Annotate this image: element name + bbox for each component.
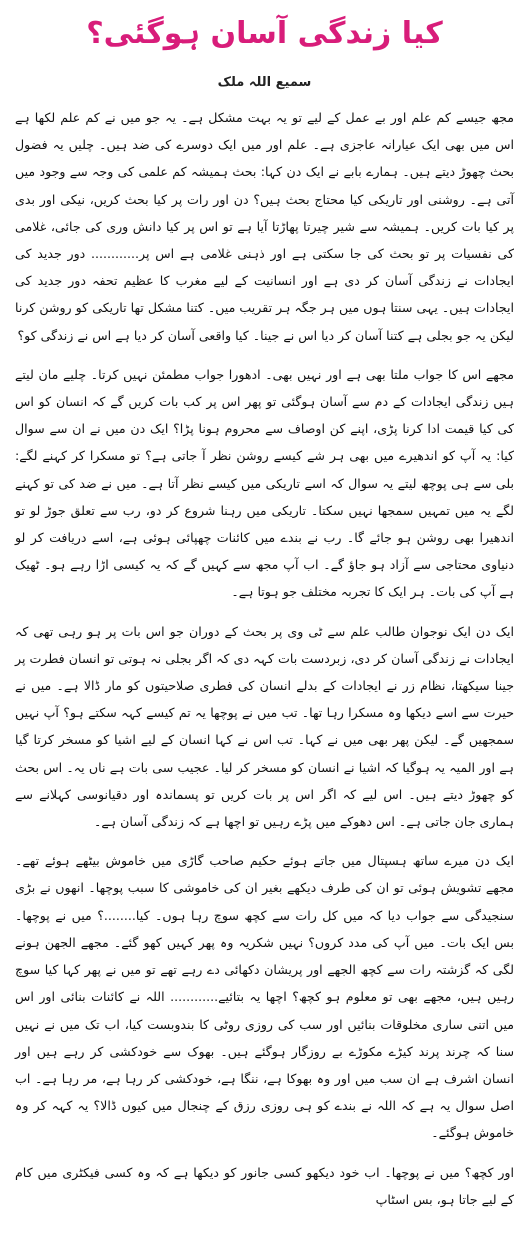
article-title: کیا زندگی آسان ہوگئی؟ xyxy=(86,16,443,51)
author-byline: سمیع اللہ ملک xyxy=(217,75,312,90)
article-paragraph: ایک دن میرے ساتھ ہسپتال میں جاتے ہوئے حکیم صاحب گاڑی میں خاموش بیٹھے ہوئے تھے۔ مجھے تشویش ہوئی تو ان کی طرف دیکھے بغیر ان کی خاموشی کا سبب پوچھا۔ انھوں نے بڑی سنجیدگی سے جواب دیا کہ میں کل رات سے کچھ سوچ رہا ہوں۔ کیا........؟ میں نے پوچھا۔ بس ایک بات۔ میں آپ کی مدد کروں؟ نہیں شکریہ وہ پھر کہیں کھو گئے۔ مجھے الجھن ہونے لگی کہ گزشتہ رات سے کچھ الجھے اور پریشان دکھائی دے رہے تھے تو میں نے پھر کہا کیا سوچ رہیں ہیں، مجھے بھی تو معلوم ہو کچھ؟ اچھا یہ بتائیے............ اللہ نے کائنات بنائی اور اس میں اتنی ساری مخلوقات بنائیں اور سب کی روزی روٹی کا بندوبست کیا، اب تک میں نے نہیں سنا کہ چرند پرند کیڑے مکوڑے بے روزگار ہوگئے ہیں۔ بھوک سے خودکشی کر رہے ہیں اور انسان اشرف ہے ان سب میں اور وہ بھوکا ہے، ننگا ہے، خودکشی کر رہا ہے، مر رہا ہے۔ اب اصل سوال یہ ہے کہ اللہ نے بندے کو ہی روزی رزق کے چنجال میں کیوں ڈالا؟ یہ کہہ کر وہ خاموش ہوگئے۔ xyxy=(15,853,514,1141)
article-body xyxy=(15,104,514,1213)
article-paragraph: ایک دن ایک نوجوان طالب علم سے ٹی وی پر بحث کے دوران جو اس بات پر ہو رہی تھی کہ ایجادات نے زندگی آسان کر دی، زبردست بات کہہ دی کہ اگر بجلی نہ ہوتی تو انسان فطرت پر جینا سیکھتا، نظام زر نے ایجادات کے بدلے انسان کی فطری صلاحیتوں کو مار ڈالا ہے۔ میں نے حیرت سے اسے دیکھا وہ مسکرا رہا تھا۔ تب میں نے پوچھا یہ تم کیسے کہہ سکتے ہو؟ آپ نہیں سمجھیں گے۔ لیکن پھر بھی میں نے کہا۔ تب اس نے کہا انسان کے لیے اشیا کو مسخر کرتا گیا ہے اور المیہ یہ ہوگیا کہ اشیا نے انسان کو مسخر کر لیا۔ عجیب سی بات ہے ناں یہ۔ اس بحث کو چھوڑ دیتے ہیں۔ اس لیے کہ اگر اس پر بات کریں تو پسماندہ اور دقیانوسی کہلانے سے ہماری جان جاتی ہے۔ اس دھوکے میں پڑے رہیں تو اچھا ہے کہ زندگی آسان ہے۔ xyxy=(15,623,514,830)
article-paragraph: مجھے اس کا جواب ملتا بھی ہے اور نہیں بھی۔ ادھورا جواب مطمئن نہیں کرتا۔ چلیے مان لیتے ہیں زندگی ایجادات کے دم سے آسان ہوگئی تو پھر اس پر کب بات کریں گے کہ انسان کو اس کی کیا قیمت ادا کرنا پڑی، اپنے کن اوصاف سے محروم ہونا پڑا؟ ایک دن میں نے ان سے سوال کیا: یہ آپ کو اندھیرے میں بھی ہر شے کیسے روشن نظر آ جاتی ہے؟ تو مسکرا کر کہنے لگے: بلی سے ہی پوچھ لیتے یہ سوال کہ اسے تاریکی میں کیسے نظر آتا ہے۔ میں نے ضد کی تو کہنے لگے یہ میں تمہیں سمجھا نہیں سکتا۔ تاریکی میں رہنا شروع کر دو، رب سے تعلق جوڑ لو تو اندھیرا بھی روشن ہو جائے گا۔ رب نے بندے میں کائنات چھپائی ہوئی ہے، اسے دریافت کر لو دنیاوی محتاجی سے آزاد ہو جاؤ گے۔ اب آپ مجھ سے کہیں گے کہ یہ کیسی اڑا رہے ہو۔ ٹھیک ہے آپ کی بات۔ ہر ایک کا تجربہ مختلف جو ہوتا ہے۔ xyxy=(15,366,514,600)
article-paragraph: اور کچھ؟ میں نے پوچھا۔ اب خود دیکھو کسی جانور کو دیکھا ہے کہ وہ کسی فیکٹری میں کام کے لیے جاتا ہو، بس اسٹاپ xyxy=(15,1164,514,1207)
article-paragraph: مجھ جیسے کم علم اور بے عمل کے لیے تو یہ بہت مشکل ہے۔ یہ جو میں نے کم علم لکھا ہے اس میں بھی ایک عیارانہ عاجزی ہے۔ علم اور میں ایک دوسرے کی ضد ہیں۔ چلیں یہ فضول بحث چھوڑ دیتے ہیں۔ ہمارے بابے نے ایک دن کہا: بحث ہمیشہ کم علمی کی وجہ سے وجود میں آتی ہے۔ روشنی اور تاریکی کیا محتاج بحث ہیں؟ دن اور رات پر کیا بحث کریں، نیکی اور بدی پر کیا بات کریں۔ ہمیشہ سے شیر چیرتا پھاڑتا آیا ہے تو اس پر کیا دانش وری کی جائی، غلامی کی نفسیات پر تو بحث کی جا سکتی ہے اور ذہنی غلامی ہے اس پر............ دور جدید کی ایجادات نے زندگی آسان کر دی ہے اور انسانیت کے لیے مغرب کا عظیم تحفہ دور جدید کی ایجادات ہیں۔ یہی سنتا ہوں میں ہر جگہ ہر تقریب میں۔ کتنا مشکل تھا تاریکی کو روشن کرنا لیکن یہ جو بجلی ہے کتنا آسان کر دیا اس نے جینا۔ کیا واقعی آسان کر دیا ہے اس نے زندگی کو؟ xyxy=(15,110,514,343)
